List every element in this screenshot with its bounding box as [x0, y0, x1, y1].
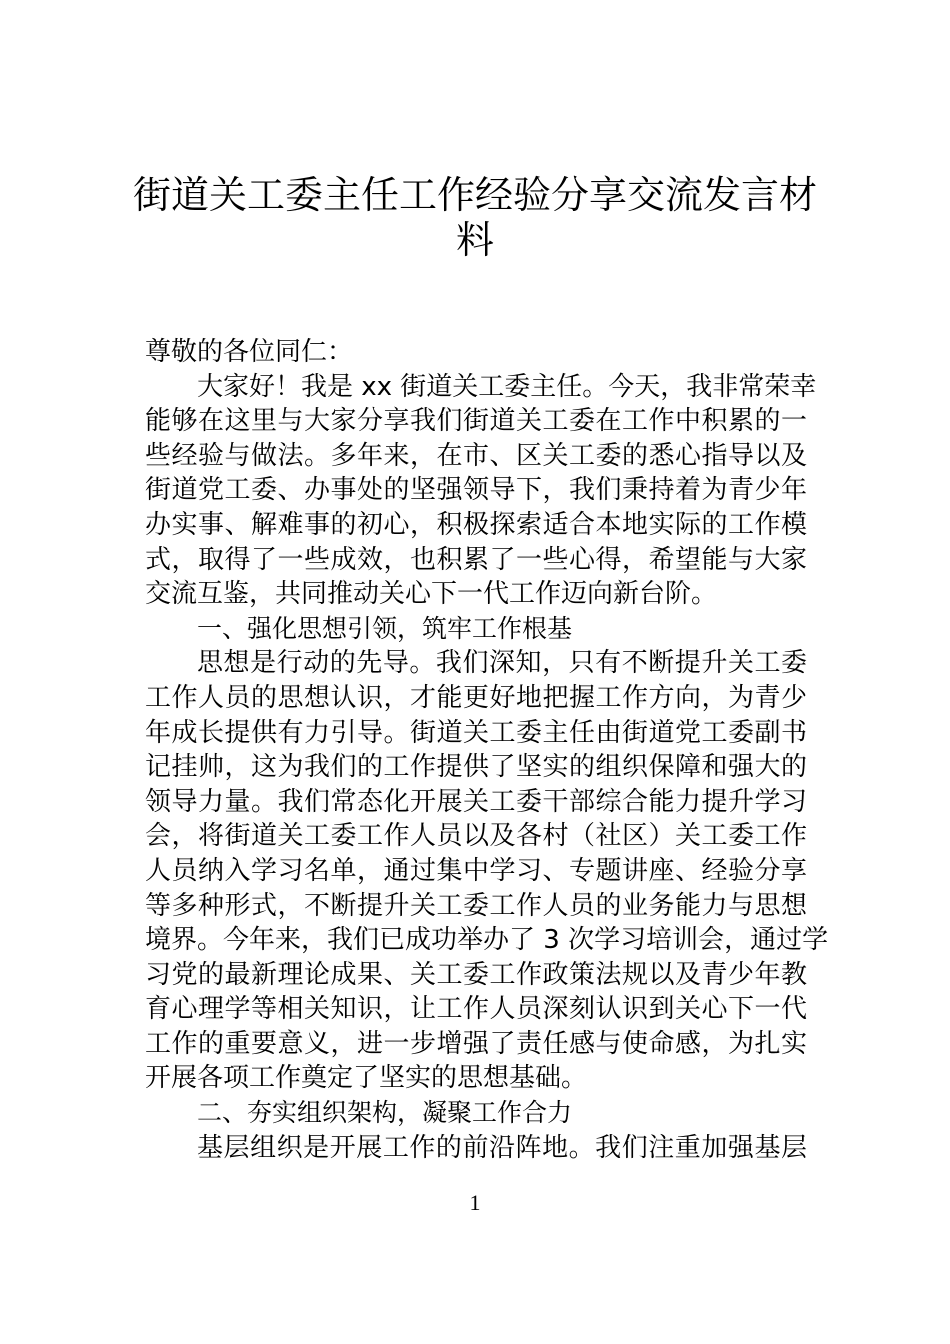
- section-heading: 二、夯实组织架构，凝聚工作合力: [197, 1098, 573, 1128]
- text-line: 尊敬的各位同仁：: [145, 337, 354, 367]
- text-line: 会，将街道关工委工作人员以及各村（社区）关工委工作: [145, 821, 807, 852]
- text-line: 街道党工委、办事处的坚强领导下，我们秉持着为青少年: [145, 475, 807, 506]
- document-body: [145, 335, 829, 1165]
- text-line: 育心理学等相关知识，让工作人员深刻认识到关心下一代: [145, 994, 807, 1025]
- text-line: 等多种形式，不断提升关工委工作人员的业务能力与思想: [145, 890, 807, 921]
- text-line: 交流互鉴，共同推动关心下一代工作迈向新台阶。: [145, 579, 718, 610]
- text-line: 些经验与做法。多年来，在市、区关工委的悉心指导以及: [145, 440, 807, 471]
- text-line: 领导力量。我们常态化开展关工委干部综合能力提升学习: [145, 786, 807, 817]
- text-line: 年成长提供有力引导。街道关工委主任由街道党工委副书: [145, 717, 807, 748]
- text-line: 习党的最新理论成果、关工委工作政策法规以及青少年教: [145, 959, 807, 990]
- page-number: 1: [469, 1190, 481, 1215]
- text-line: 能够在这里与大家分享我们街道关工委在工作中积累的一: [145, 406, 807, 437]
- text-line: 人员纳入学习名单，通过集中学习、专题讲座、经验分享: [145, 855, 807, 886]
- text-line: 基层组织是开展工作的前沿阵地。我们注重加强基层: [197, 1132, 807, 1163]
- text-line: 开展各项工作奠定了坚实的思想基础。: [145, 1063, 588, 1094]
- text-line: 办实事、解难事的初心，积极探索适合本地实际的工作模: [145, 509, 807, 540]
- text-line: 记挂帅，这为我们的工作提供了坚实的组织保障和强大的: [145, 752, 807, 783]
- text-line: 工作人员的思想认识，才能更好地把握工作方向，为青少: [145, 682, 807, 713]
- text-line: 思想是行动的先导。我们深知，只有不断提升关工委: [197, 648, 807, 679]
- text-line: 境界。今年来，我们已成功举办了 3 次学习培训会，通过学: [145, 925, 829, 956]
- document-title-line-2: 料: [455, 218, 494, 262]
- section-heading: 一、强化思想引领，筑牢工作根基: [197, 613, 573, 643]
- text-line: 大家好！我是 xx 街道关工委主任。今天，我非常荣幸: [197, 371, 817, 402]
- text-line: 工作的重要意义，进一步增强了责任感与使命感，为扎实: [145, 1028, 807, 1059]
- text-line: 式，取得了一些成效，也积累了一些心得，希望能与大家: [145, 544, 807, 575]
- document-title-line-1: 街道关工委主任工作经验分享交流发言材: [132, 173, 817, 217]
